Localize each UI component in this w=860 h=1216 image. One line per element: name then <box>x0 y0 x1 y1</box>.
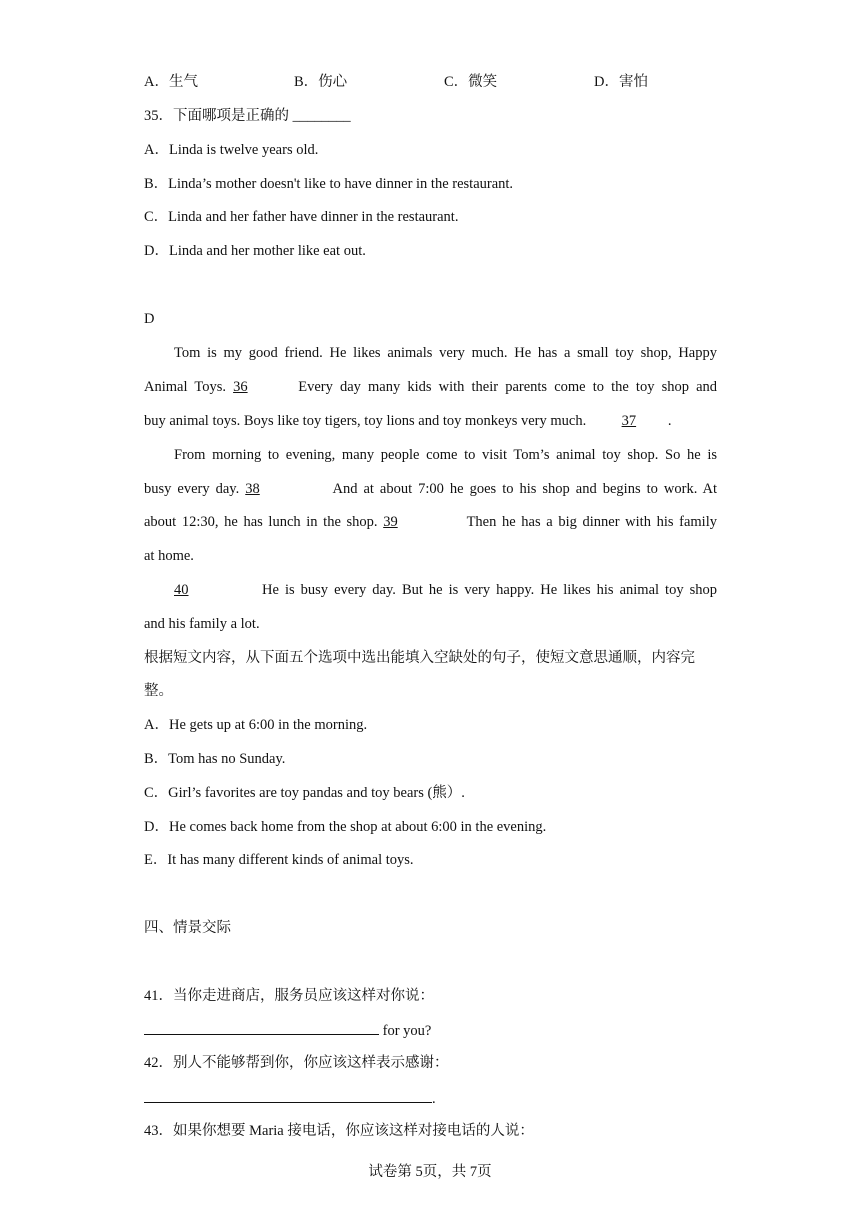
q34-option-d: D．害怕 <box>594 74 648 90</box>
q42-answer-line <box>144 1087 436 1109</box>
answer-blank <box>144 1087 432 1103</box>
q43-stem: 43．如果你想要 Maria 接电话，你应该这样对接电话的人说： <box>144 1123 534 1139</box>
blank-36: 36 <box>233 379 248 395</box>
passage-line-1 <box>144 343 717 363</box>
passage-option-a: A．He gets up at 6:00 in the morning. <box>144 717 368 733</box>
passage-line-7: at home. <box>144 548 194 564</box>
q41-tail: for you? <box>382 1023 432 1039</box>
page-footer: 试卷第 5页，共 7页 <box>368 1164 492 1180</box>
q42-stem: 42．别人不能够帮到你，你应该这样表示感谢： <box>144 1055 449 1071</box>
q34-options <box>144 72 744 92</box>
passage-option-b: B．Tom has no Sunday. <box>144 751 286 767</box>
q35-option-d: D．Linda and her mother like eat out. <box>144 243 366 259</box>
blank-40: 40 <box>174 582 189 598</box>
passage-text: He is busy every day. But he is very happy. He likes his animal toy shop <box>262 582 718 598</box>
passage-option-e: E．It has many different kinds of animal toys. <box>144 852 414 868</box>
blank-39: 39 <box>383 514 398 530</box>
passage-line-8 <box>144 580 717 600</box>
q34-option-c: C．微笑 <box>444 74 498 90</box>
passage-text: Every day many kids with their parents come to the toy shop and <box>298 379 718 395</box>
q41-stem: 41．当你走进商店，服务员应该这样对你说： <box>144 988 434 1004</box>
passage-line-6 <box>144 512 717 532</box>
passage-line-9: and his family a lot. <box>144 616 260 632</box>
blank-37: 37 <box>621 413 637 429</box>
passage-text: about 12:30, he has lunch in the shop. <box>144 514 378 530</box>
q34-option-b: B．伤心 <box>294 74 348 90</box>
passage-option-d: D．He comes back home from the shop at about 6:00 in the evening. <box>144 819 547 835</box>
blank-38: 38 <box>245 481 260 497</box>
passage-text: Then he has a big dinner with his family <box>466 514 717 530</box>
answer-blank <box>144 1019 379 1035</box>
passage-line-2 <box>144 377 717 397</box>
q42-tail: . <box>432 1091 436 1107</box>
passage-text: busy every day. <box>144 481 240 497</box>
passage-text: Animal Toys. <box>144 379 226 395</box>
passage-line-3 <box>144 411 671 431</box>
q35-stem: 35．下面哪项是正确的 ________ <box>144 108 351 124</box>
q35-option-b: B．Linda’s mother doesn't like to have dinner in the restaurant. <box>144 176 514 192</box>
q41-answer-line <box>144 1019 431 1041</box>
passage-line-5 <box>144 479 717 499</box>
passage-text: And at about 7:00 he goes to his shop and begins to work. At <box>332 481 718 497</box>
q35-option-a: A．Linda is twelve years old. <box>144 142 319 158</box>
passage-heading: D <box>144 311 155 327</box>
instruction-line-2: 整。 <box>144 683 173 699</box>
passage-text: buy animal toys. Boys like toy tigers, toy lions and toy monkeys very much. <box>144 413 587 429</box>
passage-text: Tom is my good friend. He likes animals very much. He has a small toy shop, Happy <box>174 345 717 361</box>
q34-option-a: A．生气 <box>144 74 198 90</box>
passage-text: From morning to evening, many people come to visit Tom’s animal toy shop. So he is <box>174 447 717 463</box>
instruction-line-1: 根据短文内容，从下面五个选项中选出能填入空缺处的句子，使短文意思通顺，内容完 <box>144 650 695 666</box>
section-heading: 四、情景交际 <box>144 920 231 936</box>
passage-line-4 <box>144 445 717 465</box>
passage-option-c: C．Girl’s favorites are toy pandas and toy bears (熊）. <box>144 785 465 801</box>
q35-option-c: C．Linda and her father have dinner in the restaurant. <box>144 209 459 225</box>
passage-text: . <box>667 413 672 429</box>
